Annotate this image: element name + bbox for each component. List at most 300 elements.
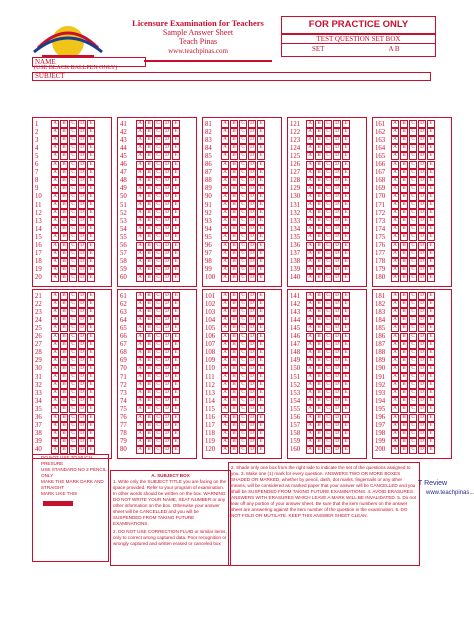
answer-bubble[interactable]: C <box>239 324 247 332</box>
answer-bubble[interactable]: D <box>333 446 341 454</box>
answer-bubble[interactable]: C <box>239 397 247 405</box>
answer-bubble[interactable]: B <box>400 341 408 349</box>
answer-bubble[interactable]: D <box>418 177 426 185</box>
answer-bubble[interactable]: B <box>145 233 153 241</box>
answer-bubble[interactable]: C <box>154 389 162 397</box>
answer-bubble[interactable]: E <box>257 242 265 250</box>
answer-bubble[interactable]: E <box>257 341 265 349</box>
answer-bubble[interactable]: C <box>154 161 162 169</box>
answer-bubble[interactable]: C <box>154 365 162 373</box>
answer-bubble[interactable]: B <box>145 152 153 160</box>
answer-bubble[interactable]: E <box>342 185 350 193</box>
answer-bubble[interactable]: D <box>418 217 426 225</box>
answer-bubble[interactable]: A <box>306 389 314 397</box>
answer-bubble[interactable]: E <box>172 128 180 136</box>
answer-bubble[interactable]: B <box>400 405 408 413</box>
answer-bubble[interactable]: B <box>400 136 408 144</box>
answer-bubble[interactable]: A <box>391 349 399 357</box>
answer-bubble[interactable]: C <box>154 274 162 282</box>
answer-bubble[interactable]: E <box>427 324 435 332</box>
answer-bubble[interactable]: E <box>172 217 180 225</box>
answer-bubble[interactable]: A <box>136 324 144 332</box>
answer-bubble[interactable]: D <box>163 365 171 373</box>
answer-bubble[interactable]: A <box>306 324 314 332</box>
answer-bubble[interactable]: B <box>230 209 238 217</box>
answer-bubble[interactable]: E <box>257 389 265 397</box>
answer-bubble[interactable]: E <box>342 242 350 250</box>
answer-bubble[interactable]: C <box>324 225 332 233</box>
answer-bubble[interactable]: D <box>248 225 256 233</box>
answer-bubble[interactable]: B <box>315 316 323 324</box>
answer-bubble[interactable]: B <box>230 446 238 454</box>
answer-bubble[interactable]: E <box>87 324 95 332</box>
answer-bubble[interactable]: E <box>257 349 265 357</box>
answer-bubble[interactable]: C <box>154 373 162 381</box>
answer-bubble[interactable]: E <box>427 169 435 177</box>
answer-bubble[interactable]: A <box>306 438 314 446</box>
answer-bubble[interactable]: B <box>400 217 408 225</box>
answer-bubble[interactable]: B <box>145 161 153 169</box>
answer-bubble[interactable]: D <box>333 430 341 438</box>
answer-bubble[interactable]: E <box>172 414 180 422</box>
answer-bubble[interactable]: A <box>51 414 59 422</box>
answer-bubble[interactable]: E <box>87 217 95 225</box>
answer-bubble[interactable]: B <box>315 144 323 152</box>
answer-bubble[interactable]: D <box>78 169 86 177</box>
answer-bubble[interactable]: B <box>400 144 408 152</box>
answer-bubble[interactable]: A <box>51 430 59 438</box>
answer-bubble[interactable]: B <box>315 405 323 413</box>
answer-bubble[interactable]: A <box>51 365 59 373</box>
answer-bubble[interactable]: E <box>87 250 95 258</box>
answer-bubble[interactable]: C <box>69 308 77 316</box>
answer-bubble[interactable]: D <box>248 365 256 373</box>
answer-bubble[interactable]: E <box>342 144 350 152</box>
answer-bubble[interactable]: D <box>418 397 426 405</box>
answer-bubble[interactable]: C <box>324 209 332 217</box>
answer-bubble[interactable]: E <box>342 357 350 365</box>
answer-bubble[interactable]: A <box>136 414 144 422</box>
answer-bubble[interactable]: B <box>145 357 153 365</box>
answer-bubble[interactable]: D <box>163 333 171 341</box>
answer-bubble[interactable]: C <box>324 274 332 282</box>
answer-bubble[interactable]: E <box>172 405 180 413</box>
answer-bubble[interactable]: B <box>400 242 408 250</box>
answer-bubble[interactable]: C <box>69 300 77 308</box>
answer-bubble[interactable]: A <box>221 438 229 446</box>
answer-bubble[interactable]: E <box>427 201 435 209</box>
answer-bubble[interactable]: C <box>154 333 162 341</box>
answer-bubble[interactable]: C <box>154 446 162 454</box>
answer-bubble[interactable]: C <box>154 242 162 250</box>
answer-bubble[interactable]: C <box>324 308 332 316</box>
answer-bubble[interactable]: E <box>342 201 350 209</box>
answer-bubble[interactable]: D <box>78 316 86 324</box>
answer-bubble[interactable]: D <box>418 316 426 324</box>
answer-bubble[interactable]: B <box>400 225 408 233</box>
answer-bubble[interactable]: A <box>391 274 399 282</box>
answer-bubble[interactable]: B <box>145 308 153 316</box>
answer-bubble[interactable]: B <box>315 422 323 430</box>
answer-bubble[interactable]: D <box>163 373 171 381</box>
answer-bubble[interactable]: C <box>69 422 77 430</box>
answer-bubble[interactable]: D <box>248 169 256 177</box>
answer-bubble[interactable]: A <box>391 233 399 241</box>
answer-bubble[interactable]: A <box>136 405 144 413</box>
answer-bubble[interactable]: E <box>87 233 95 241</box>
answer-bubble[interactable]: A <box>221 414 229 422</box>
answer-bubble[interactable]: D <box>418 349 426 357</box>
answer-bubble[interactable]: B <box>400 316 408 324</box>
answer-bubble[interactable]: C <box>69 365 77 373</box>
answer-bubble[interactable]: D <box>163 438 171 446</box>
answer-bubble[interactable]: B <box>400 365 408 373</box>
answer-bubble[interactable]: A <box>51 405 59 413</box>
answer-bubble[interactable]: A <box>51 373 59 381</box>
answer-bubble[interactable]: D <box>78 217 86 225</box>
answer-bubble[interactable]: D <box>333 300 341 308</box>
answer-bubble[interactable]: D <box>418 446 426 454</box>
answer-bubble[interactable]: E <box>342 233 350 241</box>
answer-bubble[interactable]: B <box>145 381 153 389</box>
answer-bubble[interactable]: C <box>409 405 417 413</box>
answer-bubble[interactable]: E <box>172 161 180 169</box>
answer-bubble[interactable]: D <box>418 258 426 266</box>
answer-bubble[interactable]: B <box>230 136 238 144</box>
answer-bubble[interactable]: E <box>172 258 180 266</box>
answer-bubble[interactable]: D <box>163 242 171 250</box>
answer-bubble[interactable]: C <box>324 349 332 357</box>
answer-bubble[interactable]: B <box>60 438 68 446</box>
answer-bubble[interactable]: D <box>78 242 86 250</box>
answer-bubble[interactable]: B <box>60 209 68 217</box>
answer-bubble[interactable]: B <box>230 365 238 373</box>
answer-bubble[interactable]: C <box>324 128 332 136</box>
answer-bubble[interactable]: A <box>136 233 144 241</box>
answer-bubble[interactable]: E <box>257 381 265 389</box>
answer-bubble[interactable]: B <box>315 324 323 332</box>
answer-bubble[interactable]: B <box>315 438 323 446</box>
answer-bubble[interactable]: C <box>69 193 77 201</box>
answer-bubble[interactable]: E <box>257 266 265 274</box>
answer-bubble[interactable]: A <box>391 373 399 381</box>
answer-bubble[interactable]: B <box>315 300 323 308</box>
answer-bubble[interactable]: E <box>172 225 180 233</box>
answer-bubble[interactable]: C <box>69 217 77 225</box>
answer-bubble[interactable]: C <box>69 266 77 274</box>
answer-bubble[interactable]: D <box>333 422 341 430</box>
answer-bubble[interactable]: B <box>145 225 153 233</box>
answer-bubble[interactable]: D <box>418 201 426 209</box>
answer-bubble[interactable]: D <box>78 193 86 201</box>
answer-bubble[interactable]: C <box>154 405 162 413</box>
answer-bubble[interactable]: B <box>400 274 408 282</box>
answer-bubble[interactable]: A <box>306 381 314 389</box>
answer-bubble[interactable]: D <box>248 128 256 136</box>
answer-bubble[interactable]: C <box>409 308 417 316</box>
answer-bubble[interactable]: E <box>427 446 435 454</box>
answer-bubble[interactable]: C <box>239 316 247 324</box>
answer-bubble[interactable]: D <box>248 430 256 438</box>
answer-bubble[interactable]: C <box>154 209 162 217</box>
answer-bubble[interactable]: E <box>172 177 180 185</box>
answer-bubble[interactable]: A <box>221 373 229 381</box>
answer-bubble[interactable]: A <box>136 349 144 357</box>
answer-bubble[interactable]: C <box>409 357 417 365</box>
answer-bubble[interactable]: D <box>333 341 341 349</box>
answer-bubble[interactable]: B <box>145 316 153 324</box>
answer-bubble[interactable]: E <box>427 381 435 389</box>
answer-bubble[interactable]: D <box>333 381 341 389</box>
answer-bubble[interactable]: E <box>427 144 435 152</box>
answer-bubble[interactable]: E <box>172 233 180 241</box>
answer-bubble[interactable]: A <box>306 341 314 349</box>
answer-bubble[interactable]: C <box>409 446 417 454</box>
answer-bubble[interactable]: B <box>315 169 323 177</box>
answer-bubble[interactable]: D <box>248 250 256 258</box>
answer-bubble[interactable]: D <box>248 120 256 128</box>
answer-bubble[interactable]: C <box>409 225 417 233</box>
answer-bubble[interactable]: E <box>342 169 350 177</box>
answer-bubble[interactable]: C <box>239 250 247 258</box>
answer-bubble[interactable]: C <box>69 430 77 438</box>
answer-bubble[interactable]: A <box>221 274 229 282</box>
answer-bubble[interactable]: D <box>163 250 171 258</box>
answer-bubble[interactable]: A <box>391 365 399 373</box>
answer-bubble[interactable]: C <box>69 438 77 446</box>
answer-bubble[interactable]: A <box>391 225 399 233</box>
answer-bubble[interactable]: B <box>60 316 68 324</box>
answer-bubble[interactable]: E <box>257 316 265 324</box>
answer-bubble[interactable]: B <box>230 233 238 241</box>
answer-bubble[interactable]: B <box>145 201 153 209</box>
answer-bubble[interactable]: A <box>136 225 144 233</box>
answer-bubble[interactable]: E <box>342 193 350 201</box>
answer-bubble[interactable]: C <box>239 389 247 397</box>
set-choice[interactable]: A B <box>388 45 400 53</box>
answer-bubble[interactable]: B <box>315 225 323 233</box>
answer-bubble[interactable]: A <box>221 365 229 373</box>
answer-bubble[interactable]: B <box>315 349 323 357</box>
answer-bubble[interactable]: C <box>324 316 332 324</box>
answer-bubble[interactable]: B <box>145 193 153 201</box>
answer-bubble[interactable]: A <box>51 144 59 152</box>
answer-bubble[interactable]: E <box>257 274 265 282</box>
answer-bubble[interactable]: D <box>418 381 426 389</box>
answer-bubble[interactable]: C <box>239 144 247 152</box>
answer-bubble[interactable]: B <box>60 185 68 193</box>
answer-bubble[interactable]: C <box>154 430 162 438</box>
answer-bubble[interactable]: D <box>333 389 341 397</box>
answer-bubble[interactable]: D <box>163 201 171 209</box>
answer-bubble[interactable]: A <box>136 169 144 177</box>
answer-bubble[interactable]: B <box>145 120 153 128</box>
answer-bubble[interactable]: D <box>248 217 256 225</box>
answer-bubble[interactable]: E <box>342 300 350 308</box>
answer-bubble[interactable]: B <box>400 209 408 217</box>
answer-bubble[interactable]: A <box>221 250 229 258</box>
answer-bubble[interactable]: E <box>257 233 265 241</box>
answer-bubble[interactable]: E <box>427 266 435 274</box>
answer-bubble[interactable]: C <box>324 357 332 365</box>
answer-bubble[interactable]: A <box>51 169 59 177</box>
answer-bubble[interactable]: C <box>239 333 247 341</box>
answer-bubble[interactable]: E <box>87 193 95 201</box>
answer-bubble[interactable]: E <box>257 333 265 341</box>
answer-bubble[interactable]: D <box>418 209 426 217</box>
answer-bubble[interactable]: B <box>315 177 323 185</box>
answer-bubble[interactable]: D <box>163 169 171 177</box>
answer-bubble[interactable]: A <box>306 292 314 300</box>
answer-bubble[interactable]: E <box>257 161 265 169</box>
answer-bubble[interactable]: E <box>87 128 95 136</box>
answer-bubble[interactable]: E <box>342 422 350 430</box>
answer-bubble[interactable]: E <box>257 225 265 233</box>
answer-bubble[interactable]: B <box>315 201 323 209</box>
answer-bubble[interactable]: C <box>239 209 247 217</box>
subject-field[interactable]: SUBJECT <box>32 72 431 81</box>
answer-bubble[interactable]: A <box>136 422 144 430</box>
answer-bubble[interactable]: B <box>400 324 408 332</box>
answer-bubble[interactable]: E <box>427 422 435 430</box>
answer-bubble[interactable]: D <box>333 209 341 217</box>
answer-bubble[interactable]: E <box>257 438 265 446</box>
answer-bubble[interactable]: C <box>409 242 417 250</box>
answer-bubble[interactable]: C <box>409 233 417 241</box>
answer-bubble[interactable]: D <box>333 397 341 405</box>
answer-bubble[interactable]: B <box>230 217 238 225</box>
answer-bubble[interactable]: A <box>306 349 314 357</box>
answer-bubble[interactable]: B <box>60 292 68 300</box>
answer-bubble[interactable]: C <box>154 201 162 209</box>
answer-bubble[interactable]: B <box>145 250 153 258</box>
answer-bubble[interactable]: A <box>136 381 144 389</box>
answer-bubble[interactable]: D <box>248 144 256 152</box>
answer-bubble[interactable]: A <box>391 397 399 405</box>
answer-bubble[interactable]: A <box>391 136 399 144</box>
answer-bubble[interactable]: C <box>239 177 247 185</box>
answer-bubble[interactable]: D <box>163 446 171 454</box>
answer-bubble[interactable]: E <box>87 333 95 341</box>
answer-bubble[interactable]: C <box>409 349 417 357</box>
answer-bubble[interactable]: B <box>315 430 323 438</box>
answer-bubble[interactable]: C <box>324 120 332 128</box>
answer-bubble[interactable]: E <box>342 381 350 389</box>
answer-bubble[interactable]: E <box>257 357 265 365</box>
answer-bubble[interactable]: A <box>221 193 229 201</box>
answer-bubble[interactable]: B <box>315 292 323 300</box>
answer-bubble[interactable]: E <box>427 430 435 438</box>
answer-bubble[interactable]: A <box>51 389 59 397</box>
answer-bubble[interactable]: E <box>427 177 435 185</box>
answer-bubble[interactable]: A <box>306 258 314 266</box>
answer-bubble[interactable]: C <box>324 333 332 341</box>
answer-bubble[interactable]: B <box>230 152 238 160</box>
answer-bubble[interactable]: B <box>400 422 408 430</box>
answer-bubble[interactable]: D <box>248 300 256 308</box>
answer-bubble[interactable]: A <box>306 316 314 324</box>
answer-bubble[interactable]: B <box>60 152 68 160</box>
answer-bubble[interactable]: E <box>427 357 435 365</box>
answer-bubble[interactable]: C <box>239 373 247 381</box>
answer-bubble[interactable]: D <box>78 225 86 233</box>
answer-bubble[interactable]: D <box>163 152 171 160</box>
answer-bubble[interactable]: D <box>163 405 171 413</box>
answer-bubble[interactable]: E <box>342 316 350 324</box>
answer-bubble[interactable]: E <box>172 430 180 438</box>
answer-bubble[interactable]: A <box>51 128 59 136</box>
answer-bubble[interactable]: D <box>78 201 86 209</box>
answer-bubble[interactable]: E <box>257 422 265 430</box>
answer-bubble[interactable]: A <box>391 242 399 250</box>
answer-bubble[interactable]: E <box>87 341 95 349</box>
answer-bubble[interactable]: D <box>78 161 86 169</box>
answer-bubble[interactable]: D <box>78 324 86 332</box>
answer-bubble[interactable]: E <box>427 136 435 144</box>
answer-bubble[interactable]: E <box>87 152 95 160</box>
answer-bubble[interactable]: A <box>51 333 59 341</box>
answer-bubble[interactable]: C <box>409 161 417 169</box>
answer-bubble[interactable]: E <box>87 161 95 169</box>
answer-bubble[interactable]: A <box>221 292 229 300</box>
answer-bubble[interactable]: D <box>418 128 426 136</box>
answer-bubble[interactable]: C <box>409 274 417 282</box>
answer-bubble[interactable]: B <box>145 128 153 136</box>
answer-bubble[interactable]: A <box>136 357 144 365</box>
answer-bubble[interactable]: A <box>306 333 314 341</box>
answer-bubble[interactable]: A <box>306 193 314 201</box>
answer-bubble[interactable]: A <box>51 225 59 233</box>
answer-bubble[interactable]: B <box>230 169 238 177</box>
answer-bubble[interactable]: B <box>315 136 323 144</box>
answer-bubble[interactable]: B <box>60 136 68 144</box>
answer-bubble[interactable]: E <box>87 357 95 365</box>
answer-bubble[interactable]: C <box>409 381 417 389</box>
answer-bubble[interactable]: A <box>306 422 314 430</box>
answer-bubble[interactable]: A <box>136 242 144 250</box>
answer-bubble[interactable]: C <box>239 414 247 422</box>
answer-bubble[interactable]: D <box>248 438 256 446</box>
answer-bubble[interactable]: E <box>87 258 95 266</box>
answer-bubble[interactable]: D <box>248 233 256 241</box>
answer-bubble[interactable]: B <box>400 300 408 308</box>
answer-bubble[interactable]: A <box>51 446 59 454</box>
answer-bubble[interactable]: C <box>324 161 332 169</box>
answer-bubble[interactable]: D <box>163 292 171 300</box>
answer-bubble[interactable]: B <box>230 422 238 430</box>
answer-bubble[interactable]: D <box>418 152 426 160</box>
answer-bubble[interactable]: C <box>324 193 332 201</box>
answer-bubble[interactable]: C <box>239 349 247 357</box>
answer-bubble[interactable]: B <box>145 242 153 250</box>
answer-bubble[interactable]: E <box>427 209 435 217</box>
answer-bubble[interactable]: E <box>87 266 95 274</box>
answer-bubble[interactable]: C <box>409 177 417 185</box>
answer-bubble[interactable]: E <box>427 274 435 282</box>
answer-bubble[interactable]: B <box>315 185 323 193</box>
answer-bubble[interactable]: A <box>391 341 399 349</box>
answer-bubble[interactable]: D <box>163 430 171 438</box>
answer-bubble[interactable]: C <box>324 258 332 266</box>
answer-bubble[interactable]: A <box>306 373 314 381</box>
answer-bubble[interactable]: C <box>239 120 247 128</box>
answer-bubble[interactable]: C <box>324 292 332 300</box>
answer-bubble[interactable]: D <box>163 258 171 266</box>
answer-bubble[interactable]: C <box>409 292 417 300</box>
answer-bubble[interactable]: B <box>60 217 68 225</box>
answer-bubble[interactable]: B <box>315 341 323 349</box>
answer-bubble[interactable]: E <box>172 300 180 308</box>
